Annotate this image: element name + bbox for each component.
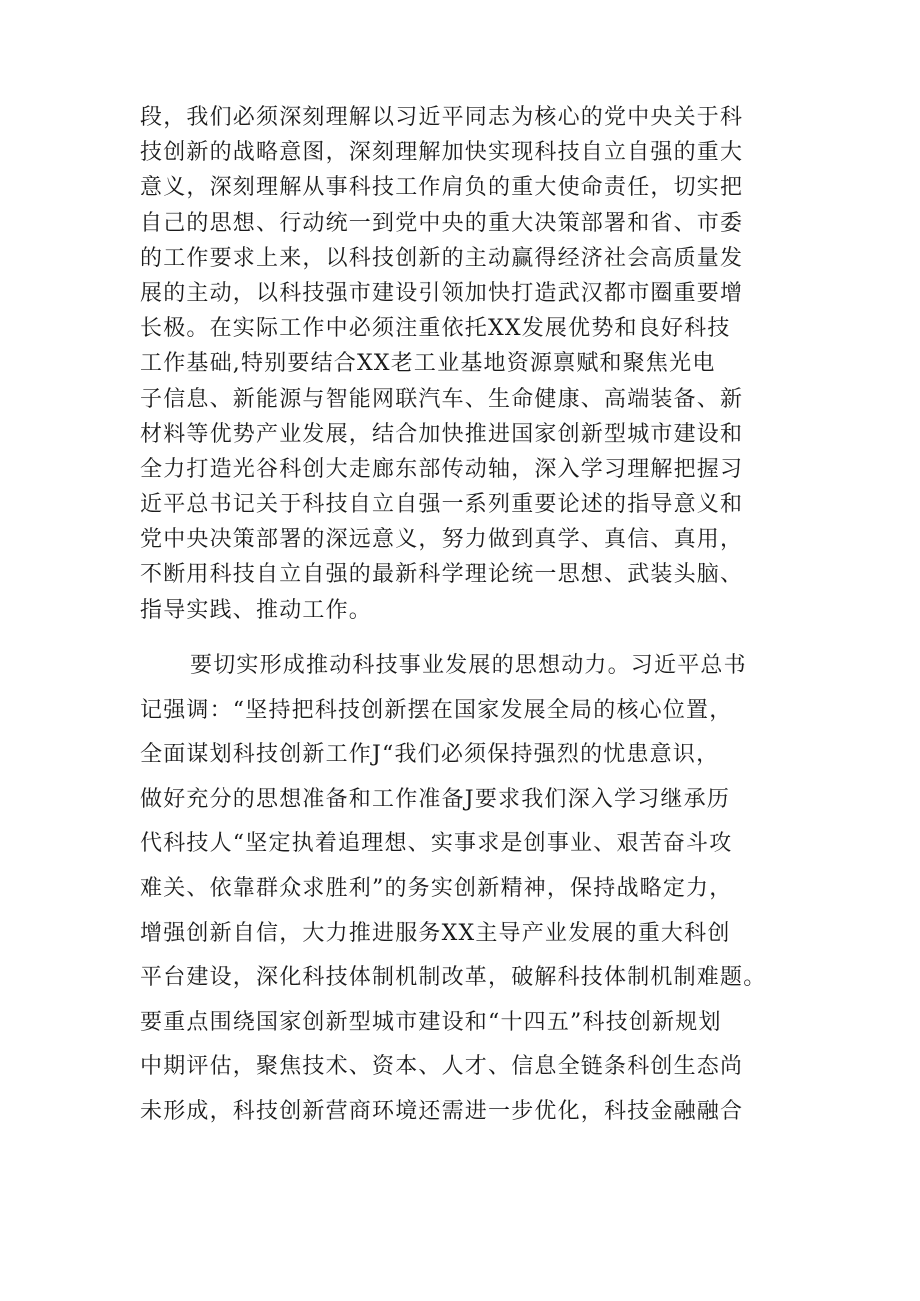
text-line: 的工作要求上来，以科技创新的主动赢得经济社会高质量发 (140, 245, 744, 271)
text-line: 自己的思想、行动统一到党中央的重大决策部署和省、市委 (140, 210, 744, 236)
text-line: 做好充分的思想准备和工作准备J要求我们深入学习继承历 (140, 786, 731, 812)
text-line: 要重点围绕国家创新型城市建设和“十四五”科技创新规划 (140, 1009, 722, 1035)
text-line: 全面谋划科技创新工作J“我们必须保持强烈的忧患意识， (140, 742, 720, 768)
text-line: 指导实践、推动工作。 (140, 597, 373, 623)
text-line: 子信息、新能源与智能网联汽车、生命健康、高端装备、新 (140, 386, 744, 412)
text-line: 中期评估，聚焦技术、资本、人才、信息全链条科创生态尚 (140, 1054, 744, 1080)
text-line: 增强创新自信，大力推进服务XX主导产业发展的重大科创 (140, 920, 731, 946)
text-line: 党中央决策部署的深远意义，努力做到真学、真信、真用， (140, 527, 744, 553)
text-line: 意义，深刻理解从事科技工作肩负的重大使命责任，切实把 (140, 175, 744, 201)
text-line: 材料等优势产业发展，结合加快推进国家创新型城市建设和 (140, 421, 744, 447)
text-line: 技创新的战略意图，深刻理解加快实现科技自立自强的重大 (140, 140, 744, 166)
text-line: 未形成，科技创新营商环境还需进一步优化，科技金融融合 (140, 1098, 744, 1124)
paragraph-1 (140, 100, 800, 628)
text-line: 长极。在实际工作中必须注重依托XX发展优势和良好科技 (140, 316, 731, 342)
text-line: 要切实形成推动科技事业发展的思想动力。习近平总书 (190, 653, 747, 678)
text-line: 段，我们必须深刻理解以习近平同志为核心的党中央关于科 (140, 105, 744, 130)
paragraph-2 (140, 644, 800, 1135)
text-line: 平台建设，深化科技体制机制改革，破解科技体制机制难题。 (140, 965, 767, 991)
text-line: 难关、依靠群众求胜利”的务实创新精神，保持战略定力， (140, 875, 733, 901)
text-line: 代科技人“坚定执着追理想、实事求是创事业、艰苦奋斗攻 (140, 831, 733, 857)
text-line: 全力打造光谷科创大走廊东部传动轴，深入学习理解把握习 (140, 456, 744, 482)
text-line: 记强调：“坚持把科技创新摆在国家发展全局的核心位置， (140, 697, 733, 723)
text-line: 近平总书记关于科技自立自强一系列重要论述的指导意义和 (140, 492, 744, 518)
text-line: 工作基础,特别要结合XX老工业基地资源禀赋和聚焦光电 (140, 351, 716, 377)
text-line: 不断用科技自立自强的最新科学理论统一思想、武装头脑、 (140, 562, 744, 588)
text-line: 展的主动，以科技强市建设引领加快打造武汉都市圈重要增 (140, 280, 744, 306)
